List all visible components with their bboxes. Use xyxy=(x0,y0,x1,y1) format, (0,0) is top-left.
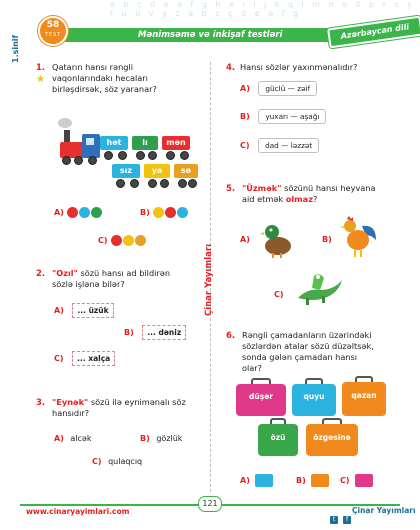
badge-label: TEST xyxy=(44,32,62,38)
color-dot xyxy=(67,207,78,218)
q6-option-b[interactable] xyxy=(296,474,329,487)
q6-text-line: sözlərdən atalar sözü düzəltsək, xyxy=(242,341,374,351)
wagon: lı xyxy=(132,136,158,150)
option-value: ... xalça xyxy=(72,351,115,366)
q1-number: 1. xyxy=(36,63,46,73)
q5-text-pre: aid etmək xyxy=(242,194,286,204)
q4-option-a[interactable] xyxy=(240,84,317,93)
color-dot xyxy=(91,207,102,218)
duck-icon xyxy=(260,220,296,260)
q5-text-post: ? xyxy=(312,194,318,204)
q2-keyword: "Ozıl" xyxy=(52,268,78,278)
facebook-icon[interactable]: f xyxy=(343,516,351,524)
subject-label: Azərbaycan dili xyxy=(340,22,410,41)
option-label: C) xyxy=(98,236,108,245)
q3-option-c[interactable] xyxy=(92,457,142,466)
q1-option-a[interactable] xyxy=(54,207,102,218)
q6-text-line: olar? xyxy=(242,363,263,373)
q4-text: Hansı sözlər yaxınmənalıdır? xyxy=(240,62,358,72)
suitcase-label: özgəsinə xyxy=(313,433,351,442)
color-dot xyxy=(111,235,122,246)
q2-text-rest: sözü hansı ad bildirən xyxy=(77,268,171,278)
star-icon: ★ xyxy=(36,74,45,85)
suitcase-label: özü xyxy=(270,433,286,442)
suitcase-label: qazan xyxy=(351,391,377,400)
q1-text-line: birləşdirsək, söz yaranar? xyxy=(52,84,157,94)
option-label: B) xyxy=(240,112,250,121)
badge-number: 58 xyxy=(46,20,60,30)
option-label: C) xyxy=(240,141,250,150)
q1-text xyxy=(52,62,202,95)
footer-brand: Çinar Yayımları xyxy=(352,506,416,515)
q1-text-line: Qatarın hansı rəngli xyxy=(52,62,133,72)
q2-option-b[interactable] xyxy=(124,328,186,337)
test-badge xyxy=(38,16,68,46)
q3-keyword: "Eynək" xyxy=(52,397,89,407)
pattern-icon: a b ç d e ə f g h x ı i j k q l m n o ö p r s ş t u ü v y z a b c ç d e ə f g xyxy=(110,0,415,18)
twitter-icon[interactable]: t xyxy=(330,516,338,524)
option-value: alcək xyxy=(70,434,92,443)
q4-option-c[interactable] xyxy=(240,141,319,150)
suitcase-label: düşər xyxy=(249,392,273,401)
q5-text-rest: sözünü hansı heyvana xyxy=(281,183,376,193)
train-illustration xyxy=(60,118,200,198)
suitcase-icon xyxy=(311,474,329,487)
header-title: Mənimsəmə və inkişaf testləri xyxy=(138,30,283,40)
option-label: B) xyxy=(296,476,306,485)
smoke-icon xyxy=(58,118,72,128)
option-label: A) xyxy=(240,84,250,93)
q3-text-line2: hansıdır? xyxy=(52,408,90,418)
option-label: B) xyxy=(124,328,134,337)
q5-option-a[interactable]: A) xyxy=(240,235,250,244)
q3-option-a[interactable] xyxy=(54,434,91,443)
q6-number: 6. xyxy=(226,331,236,341)
option-label: A) xyxy=(54,306,64,315)
q2-number: 2. xyxy=(36,269,46,279)
q5-text-bold: olmaz xyxy=(285,194,313,204)
q3-option-b[interactable] xyxy=(140,434,182,443)
option-value: dad — ləzzət xyxy=(258,138,319,153)
suitcase xyxy=(258,424,298,456)
color-dot xyxy=(123,235,134,246)
q3-text-rest: sözü ilə eynimənalı söz xyxy=(88,397,186,407)
crocodile-icon xyxy=(294,268,346,308)
wagon: sə xyxy=(174,164,198,178)
suitcase xyxy=(342,382,386,416)
q4-number: 4. xyxy=(226,63,236,73)
q6-text-line: sonda gələn çamadan hansı xyxy=(242,352,358,362)
wheel-icon xyxy=(88,156,97,165)
footer-website[interactable]: www.cinaryayimlari.com xyxy=(26,507,130,516)
q3-text xyxy=(52,397,207,419)
q2-text xyxy=(52,268,207,290)
q1-option-c[interactable] xyxy=(98,235,146,246)
color-dot xyxy=(153,207,164,218)
locomotive xyxy=(60,134,100,160)
q1-option-b[interactable] xyxy=(140,207,188,218)
option-value: ... üzük xyxy=(72,303,113,318)
q5-option-c[interactable]: C) xyxy=(274,290,284,299)
page-number: 121 xyxy=(198,496,222,512)
q5-keyword: "Üzmək" xyxy=(242,183,282,193)
wagon: sız xyxy=(112,164,140,178)
social-icons[interactable] xyxy=(330,506,351,525)
option-label: A) xyxy=(54,208,64,217)
q6-text xyxy=(242,330,414,374)
color-dot xyxy=(177,207,188,218)
color-dot xyxy=(79,207,90,218)
option-label: C) xyxy=(92,457,102,466)
option-label: A) xyxy=(54,434,64,443)
wagon: mən xyxy=(162,136,190,150)
option-value: gözlük xyxy=(156,434,183,443)
option-label: B) xyxy=(140,208,150,217)
sidebar-brand: Çinar Yayımları xyxy=(204,244,214,317)
grade-label: 1.sinif xyxy=(11,34,20,63)
wheel-icon xyxy=(74,156,83,165)
option-label: B) xyxy=(140,434,150,443)
wagon: hət xyxy=(100,136,128,150)
suitcase-icon xyxy=(255,474,273,487)
q6-option-a[interactable] xyxy=(240,474,273,487)
q5-option-b[interactable]: B) xyxy=(322,235,332,244)
option-value: ... dəniz xyxy=(142,325,186,340)
option-value: qulaqcıq xyxy=(108,457,143,466)
suitcase xyxy=(306,424,358,456)
suitcase xyxy=(236,384,286,416)
suitcase xyxy=(292,384,336,416)
wagon: ya xyxy=(144,164,170,178)
color-dot xyxy=(165,207,176,218)
q5-text xyxy=(242,183,412,205)
q6-text-line: Rəngli çamadanların üzərindəki xyxy=(242,330,372,340)
suitcase-icon xyxy=(355,474,373,487)
option-label: C) xyxy=(340,476,350,485)
option-label: C) xyxy=(54,354,64,363)
option-value: yuxarı — aşağı xyxy=(258,109,326,124)
q2-option-a[interactable] xyxy=(54,306,114,315)
option-label: A) xyxy=(240,476,250,485)
option-value: güclü — zəif xyxy=(258,81,317,96)
q5-number: 5. xyxy=(226,184,236,194)
q4-option-b[interactable] xyxy=(240,112,326,121)
rooster-icon xyxy=(340,216,380,260)
color-dot xyxy=(135,235,146,246)
q2-text-line2: sözlə işlənə bilər? xyxy=(52,279,125,289)
suitcase-label: quyu xyxy=(303,392,325,401)
q1-text-line: vaqonlarındakı hecaları xyxy=(52,73,148,83)
q2-option-c[interactable] xyxy=(54,354,115,363)
q6-option-c[interactable] xyxy=(340,474,373,487)
wheel-icon xyxy=(62,156,71,165)
q3-number: 3. xyxy=(36,398,46,408)
